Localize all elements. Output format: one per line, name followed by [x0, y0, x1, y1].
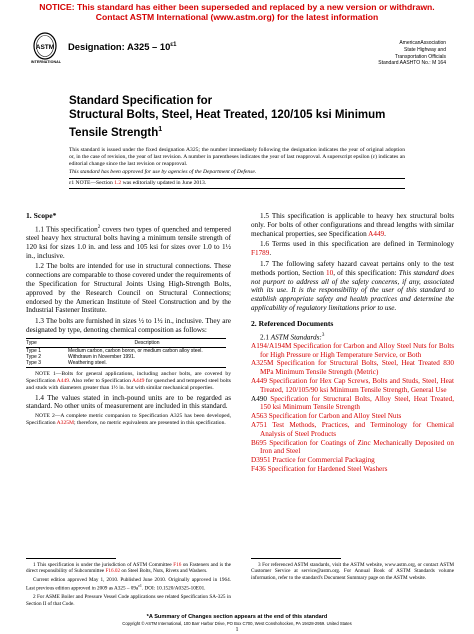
- note-1: NOTE 1—Bolts for general applications, including anchor bolts, are covered by Specification A449. Also refer to Specification A449 for quenched and tempered steel bolts and studs with diameters greater than 1½ in. but with similar mechanical properties.: [26, 370, 231, 391]
- ref-link-a563[interactable]: A563: [251, 412, 267, 421]
- section-1-2-link[interactable]: 1.2: [114, 180, 122, 186]
- footnotes-left: [26, 562, 231, 609]
- list-item: A563 Specification for Carbon and Alloy Steel Nuts: [251, 412, 402, 421]
- ref-link-a751[interactable]: A751: [251, 420, 267, 429]
- designation-superscript: ε1: [170, 41, 177, 48]
- a449-link[interactable]: A449: [368, 229, 385, 238]
- list-item: A751 Test Methods, Practices, and Terminology for Chemical Analysis of Steel Products: [251, 420, 454, 438]
- footnote-divider: [251, 558, 341, 559]
- f16-link[interactable]: F16: [173, 562, 182, 568]
- table-cell: Medium carbon, carbon boron, or medium carbon alloy steel.: [68, 347, 203, 354]
- ref-link-b695[interactable]: B695: [251, 438, 267, 447]
- dod-statement: This standard has been approved for use by agencies of the Department of Defense.: [69, 169, 257, 175]
- list-item: A490 Specification for Structural Bolts, Alloy Steel, Heat Treated, 150 ksi Minimum Tensile Strength: [251, 394, 454, 412]
- supersession-notice: [0, 2, 474, 22]
- paragraph-1-2: 1.2 The bolts are intended for use in structural connections. These connections are comparable to those covered under the requirements of the Specification for Structural Joints Using High-Strength Bolts, approved by the Research Council on Structural Connections; endorsed by the American Institute of Steel Construction and by the Industrial Fastener Institute.: [26, 262, 231, 315]
- footnote-1: 1 This specification is under the jurisdiction of ASTM Committee F16 on Fasteners and is the direct responsibility of Subcommittee F16.02 on Steel Bolts, Nuts, Rivets and Washers.: [26, 562, 231, 575]
- epsilon-note-suffix: was editorially updated in June 2013.: [121, 180, 207, 186]
- ref-code-a490: A490: [251, 394, 267, 403]
- table-row: [26, 347, 226, 354]
- astm-standards-subheading: 2.1 ASTM Standards:$^3$: [260, 332, 325, 341]
- table-header-row: [26, 338, 226, 347]
- footnotes-right: [251, 562, 454, 583]
- footnote-2: 2 For ASME Boiler and Pressure Vessel Code applications see related Specification SA-325 in Section II of that Code.: [26, 594, 231, 607]
- list-item: A449 Specification for Hex Cap Screws, Bolts and Studs, Steel, Heat Treated, 120/105/90 ksi Minimum Tensile Strength, General Use: [251, 376, 454, 394]
- ref-link-a194[interactable]: A194/A194M: [251, 341, 292, 350]
- f1789-link[interactable]: F1789: [251, 249, 270, 258]
- logo-caption: INTERNATIONAL: [30, 60, 62, 64]
- f16-02-link[interactable]: F16.02: [105, 568, 121, 575]
- list-item: F436 Specification for Hardened Steel Washers: [251, 464, 388, 473]
- bolt-types-table: [26, 338, 226, 368]
- paragraph-1-7: 1.7 The following safety hazard caveat pertains only to the test methods portion, Section 10, of this specification: This standard does not purport to address all of the safety concerns, if any, associated with its use. It is the responsibility of the user of this standard to establish appropriate safety and health practices and determine the applicability of regulatory limitations prior to use.: [251, 259, 455, 312]
- table-header-type: Type: [26, 338, 68, 347]
- notice-line-2: Contact ASTM International (www.astm.org) for the latest information: [95, 12, 379, 22]
- footnote-divider: [26, 558, 116, 559]
- referenced-documents-heading: 2. Referenced Documents: [251, 318, 334, 328]
- left-column: [26, 212, 231, 429]
- aashto-line-3: Transportation Officials: [394, 53, 446, 60]
- a449-link[interactable]: A449: [56, 377, 70, 384]
- table-cell: Withdrawn in November 1991.: [68, 354, 136, 361]
- epsilon-note-text: ε1 NOTE—Section: [69, 180, 115, 186]
- designation: [68, 41, 176, 52]
- ref-link-d3951[interactable]: D3951: [251, 456, 271, 465]
- issuance-statement: This standard is issued under the fixed designation A325; the number immediately following the designation indicates the year of original adoption or, in the case of revision, the year of last revision. A number in parentheses indicates the year of last reapproval. A superscript epsilon (ε) indicates an editorial change since the last revision or reapproval.: [69, 147, 405, 168]
- a449-link[interactable]: A449: [132, 377, 145, 384]
- paragraph-1-4: 1.4 The values stated in inch-pound units are to be regarded as standard. No other units of measurement are included in this standard.: [26, 393, 231, 411]
- designation-label: Designation: A325 – 10: [68, 41, 171, 52]
- title-line-1: Standard Specification for: [69, 95, 213, 107]
- summary-of-changes-note: *A Summary of Changes section appears at the end of this standard: [146, 614, 328, 620]
- aashto-line-4: Standard AASHTO No.: M 164: [378, 60, 446, 67]
- scope-heading: 1. Scope*: [26, 211, 57, 220]
- copyright-line: Copyright © ASTM International, 100 Barr Harbor Drive, PO Box C700, West Conshohocken, PA 19428-2959. United States: [122, 621, 352, 626]
- ref-link-a325m[interactable]: A325M: [251, 359, 274, 368]
- title-line-3: Tensile Strength: [69, 126, 159, 139]
- aashto-block: [326, 40, 446, 67]
- epsilon-note: [69, 180, 405, 187]
- a325m-link[interactable]: A325M: [56, 420, 75, 427]
- right-column: [251, 212, 454, 474]
- title-line-2: Structural Bolts, Steel, Heat Treated, 120/105 ksi Minimum: [69, 108, 386, 121]
- footnote-1-edition: Current edition approved May 1, 2010. Published June 2010. Originally approved in 1964. Last previous edition approved in 2009 as $A325 - 09a^{\varepsilon 1}$. DOI: 10.1520/A0325-10E01.: [26, 576, 231, 592]
- section-10-link[interactable]: 10: [326, 268, 334, 277]
- table-row: [26, 360, 226, 367]
- list-item: A325M Specification for Structural Bolts, Steel, Heat Treated 830 MPa Minimum Tensile Strength (Metric): [251, 359, 454, 377]
- aashto-line-1: AmericanAssociation: [399, 40, 446, 46]
- table-header-description: Description: [68, 338, 226, 347]
- table-cell: Weathering steel.: [68, 360, 226, 367]
- svg-text:ASTM: ASTM: [35, 44, 55, 51]
- ref-link-a449[interactable]: A449: [251, 376, 267, 385]
- list-item: A194/A194M Specification for Carbon and Alloy Steel Nuts for Bolts for High Pressure or High Temperature Service, or Both: [251, 341, 454, 359]
- divider: [69, 178, 405, 179]
- footnote-3: 3 For referenced ASTM standards, visit the ASTM website, www.astm.org, or contact ASTM Customer Service at service@astm.org. For Annual Book of ASTM Standards volume information, refer to the standard's Document Summary page on the ASTM website.: [251, 562, 454, 581]
- table-cell: Type 1: [26, 347, 42, 354]
- note-2: NOTE 2—A complete metric companion to Specification A325 has been developed, Specification A325M; therefore, no metric equivalents are presented in this specification.: [26, 413, 231, 427]
- notice-line-1: NOTICE: This standard has either been superseded and replaced by a new version or withdrawn.: [39, 2, 435, 12]
- divider: [69, 188, 405, 189]
- table-cell: Type 2: [26, 354, 42, 361]
- page-number: 1: [235, 627, 239, 633]
- title-superscript: 1: [158, 125, 163, 133]
- list-item: B695 Specification for Coatings of Zinc Mechanically Deposited on Iron and Steel: [251, 438, 454, 456]
- paragraph-1-1: 1.1 This specification$^2$ covers two types of quenched and tempered steel heavy hex structural bolts having a minimum tensile strength of 120 ksi for sizes 1.0 in. and less and 105 ksi for sizes over 1.0 to 1½ in., inclusive.: [26, 224, 231, 260]
- reference-list: [251, 342, 454, 474]
- paragraph-1-6: 1.6 Terms used in this specification are defined in Terminology F1789.: [251, 240, 454, 258]
- ref-link-f436[interactable]: F436: [251, 464, 266, 473]
- aashto-line-2: State Highway and: [404, 46, 446, 53]
- paragraph-1-5: 1.5 This specification is applicable to heavy hex structural bolts only. For bolts of other configurations and thread lengths with similar mechanical properties, see Specification A449.: [251, 212, 454, 238]
- list-item: D3951 Practice for Commercial Packaging: [251, 456, 375, 465]
- paragraph-1-3: 1.3 The bolts are furnished in sizes ½ to 1½ in., inclusive. They are designated by type, denoting chemical composition as follows:: [26, 317, 231, 334]
- document-title: [69, 95, 399, 140]
- table-cell: Type 3: [26, 360, 68, 367]
